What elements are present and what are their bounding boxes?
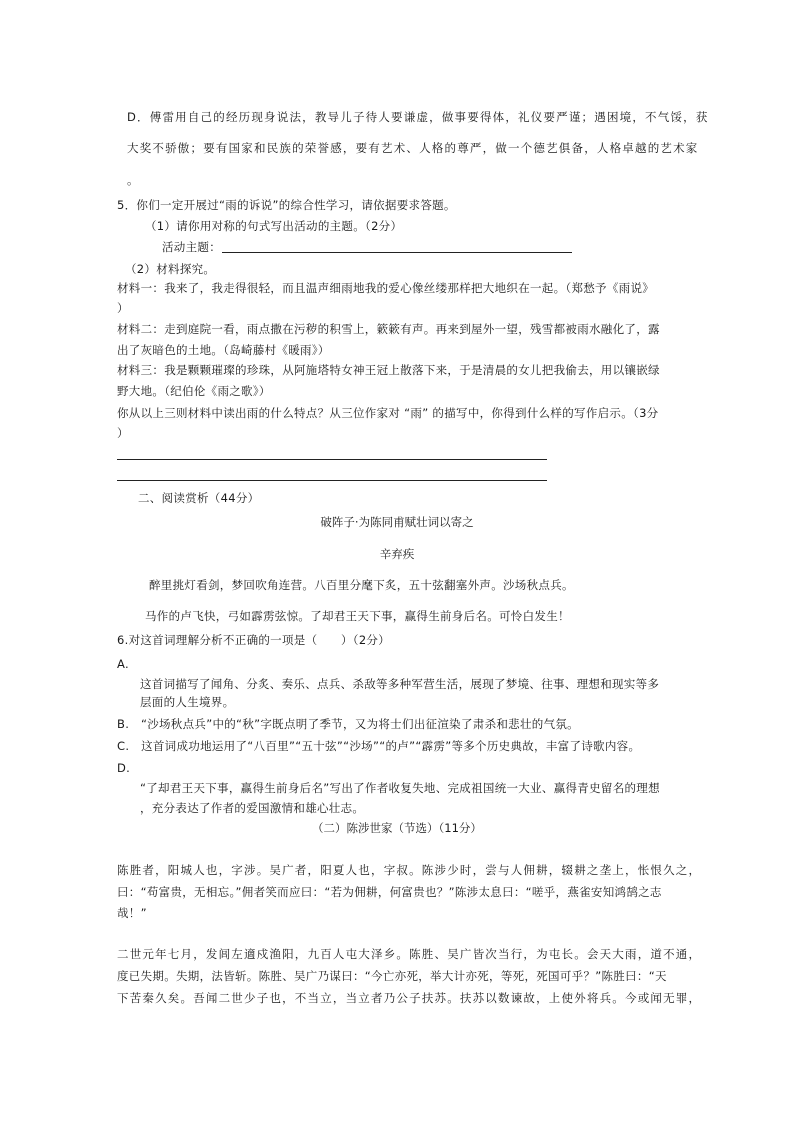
q5-part2: （2）材料探究。 bbox=[125, 262, 216, 276]
material-2: 材料二：走到庭院一看，雨点撒在污秽的积雪上，簌簌有声。再来到屋外一望，残雪都被雨水融化了，露 bbox=[117, 322, 660, 336]
poem-title: 破阵子·为陈同甫赋壮词以寄之 bbox=[320, 515, 474, 529]
answer-line[interactable] bbox=[117, 459, 547, 460]
poem-line: 马作的卢飞快，弓如霹雳弦惊。了却君王天下事，赢得生前身后名。可怜白发生！ bbox=[145, 609, 570, 623]
q5-question: 你从以上三则材料中读出雨的什么特点？从三位作家对 “雨” 的描写中，你得到什么样的写作启示。（3分 bbox=[117, 406, 659, 420]
material-1: 材料一：我来了，我走得很轻，而且温声细雨地我的爱心像丝缕那样把大地织在一起。（郑愁予《雨说》 bbox=[117, 281, 655, 295]
passage-line: 曰：“苟富贵，无相忘。”佣者笑而应曰：“若为佣耕，何富贵也？”陈涉太息曰：“嗟乎，燕雀安知鸿鹄之志 bbox=[117, 885, 662, 899]
q5-question: ） bbox=[117, 426, 129, 440]
poem-author: 辛弃疾 bbox=[379, 547, 415, 561]
option-d-label: D. bbox=[117, 761, 131, 775]
option-d-text: “了却君王天下事，赢得生前身后名”写出了作者收复失地、完成祖国统一大业、赢得青史留名的理想 bbox=[140, 781, 660, 795]
passage-line: 度已失期。失期，法皆斩。陈胜、吴广乃谋曰：“今亡亦死，举大计亦死，等死，死国可乎？”陈胜曰：“天 bbox=[117, 969, 667, 983]
material-3: 野大地。（纪伯伦《雨之歌》） bbox=[117, 384, 271, 398]
option-a-text: 层面的人生境界。 bbox=[140, 695, 235, 709]
passage-line: 哉！” bbox=[117, 906, 147, 920]
poem-line: 醉里挑灯看剑，梦回吹角连营。八百里分麾下炙，五十弦翻塞外声。沙场秋点兵。 bbox=[149, 578, 574, 592]
q6-stem: 6.对这首词理解分析不正确的一项是（ ）（2分） bbox=[117, 633, 391, 647]
option-d-text: ，充分表达了作者的爱国激情和雄心壮志。 bbox=[140, 801, 365, 815]
theme-answer-line[interactable] bbox=[222, 252, 572, 253]
option-a-label: A. bbox=[117, 657, 129, 671]
material-3: 材料三：我是颗颗璀璨的珍珠，从阿施塔特女神王冠上散落下来，于是清晨的女儿把我偷去，用以镶嵌绿 bbox=[117, 363, 660, 377]
passage-line: 二世元年七月，发闾左適戍渔阳，九百人屯大泽乡。陈胜、吴广皆次当行，为屯长。会天大雨，道不通， bbox=[117, 947, 702, 961]
option-b: B. “沙场秋点兵”中的“秋”字既点明了季节，又为将士们出征渲染了肃杀和悲壮的气氛。 bbox=[117, 717, 579, 731]
section-heading: 二、阅读赏析（44分） bbox=[138, 491, 260, 505]
option-a-text: 这首词描写了闻角、分炙、奏乐、点兵、杀敌等多种军营生活，展现了梦境、往事、理想和现实等多 bbox=[140, 677, 660, 691]
q5-part1: （1）请你用对称的句式写出活动的主题。（2分） bbox=[145, 219, 403, 233]
q4-option-d-line: D．傅雷用自己的经历现身说法，教导儿子待人要谦虚，做事要得体，礼仪要严谨；遇困境，不气馁，获 bbox=[127, 110, 709, 124]
passage-line: 下苦秦久矣。吾闻二世少子也，不当立，当立者乃公子扶苏。扶苏以数谏故，上使外将兵。今或闻无罪， bbox=[117, 991, 702, 1005]
answer-line[interactable] bbox=[117, 480, 547, 481]
q4-option-d-line: 。 bbox=[127, 173, 139, 187]
material-2: 出了灰暗色的土地。（岛崎藤村《暖雨》） bbox=[117, 343, 330, 357]
q5-stem: 5．你们一定开展过“雨的诉说”的综合性学习，请依据要求答题。 bbox=[117, 198, 456, 212]
subsection-heading: （二）陈涉世家（节选）（11分） bbox=[312, 821, 482, 835]
material-1: ） bbox=[117, 301, 129, 315]
passage-line: 陈胜者，阳城人也，字涉。吴广者，阳夏人也，字叔。陈涉少时，尝与人佣耕，辍耕之垄上，怅恨久之， bbox=[117, 863, 702, 877]
theme-label: 活动主题： bbox=[162, 240, 221, 254]
q4-option-d-line: 大奖不骄傲；要有国家和民族的荣誉感，要有艺术、人格的尊严，做一个德艺俱备，人格卓越的艺术家 bbox=[127, 141, 699, 155]
option-c: C. 这首词成功地运用了“八百里”“五十弦”“沙场”“的卢”“霹雳”等多个历史典故，丰富了诗歌内容。 bbox=[117, 739, 641, 753]
